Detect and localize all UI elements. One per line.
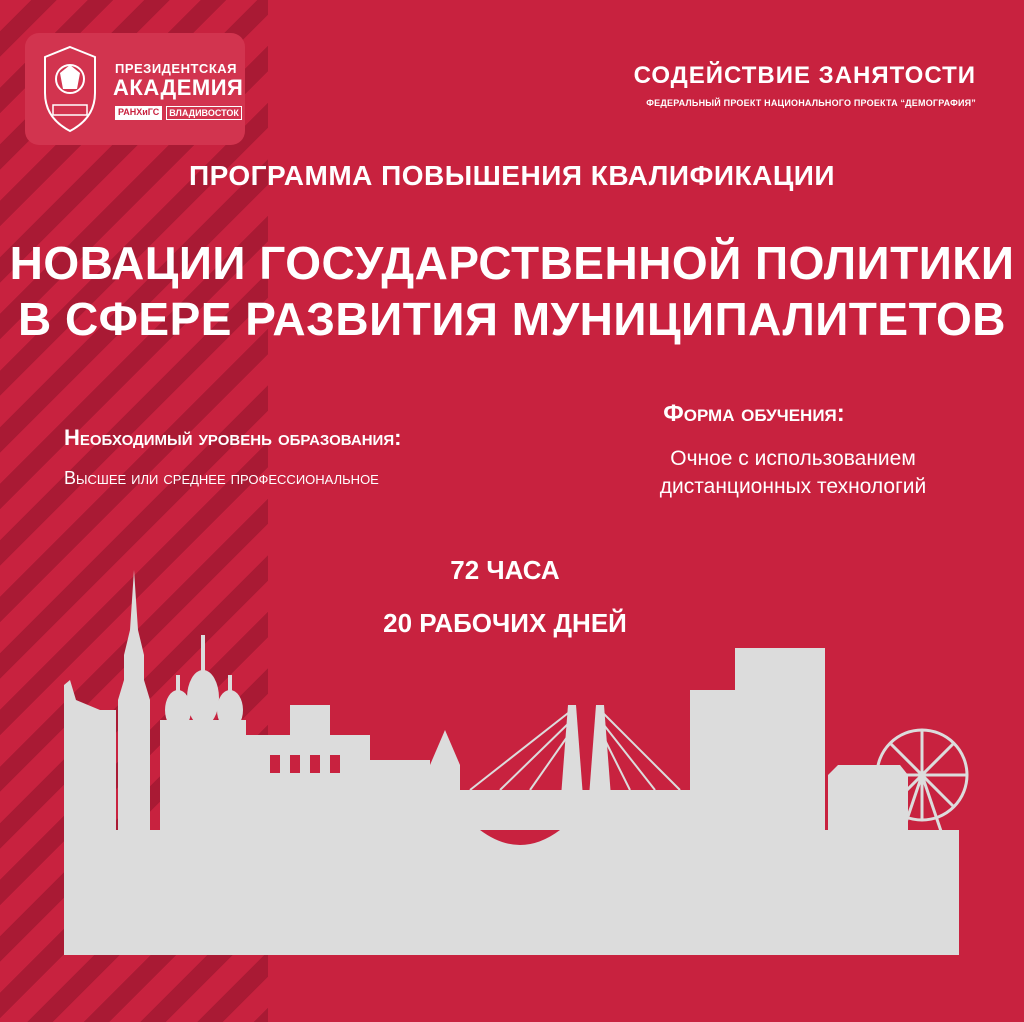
education-value: Высшее или среднее профессиональное [64,468,379,488]
academy-logo [25,33,245,145]
logo-line1: ПРЕЗИДЕНТСКАЯ [115,61,237,76]
study-form-heading: Форма обучения: [663,400,845,427]
logo-tag-ranepa: РАНХиГС [115,106,162,120]
program-title [0,235,1024,347]
employment-title: СОДЕЙСТВИЕ ЗАНЯТОСТИ [633,62,976,89]
logo-line2: АКАДЕМИЯ [113,75,244,100]
logo-tagline [115,106,242,120]
program-title-line1: НОВАЦИИ ГОСУДАРСТВЕННОЙ ПОЛИТИКИ [9,237,1015,289]
duration-hours: 72 ЧАСА [450,555,560,585]
duration-days: 20 РАБОЧИХ ДНЕЙ [383,608,627,638]
study-form-value-line2: дистанционных технологий [659,475,927,498]
program-label: ПРОГРАММА ПОВЫШЕНИЯ КВАЛИФИКАЦИИ [188,160,836,191]
program-title-line2: В СФЕРЕ РАЗВИТИЯ МУНИЦИПАЛИТЕТОВ [17,293,1007,345]
logo-tag-city: ВЛАДИВОСТОК [166,106,242,120]
employment-subtitle: ФЕДЕРАЛЬНЫЙ ПРОЕКТ НАЦИОНАЛЬНОГО ПРОЕКТА “ДЕМОГРАФИЯ” [646,98,976,108]
study-form-value-line1: Очное с использованием [670,447,916,470]
emblem-icon [35,43,105,135]
education-heading: Необходимый уровень образования: [64,425,402,450]
study-form-value [628,445,958,501]
